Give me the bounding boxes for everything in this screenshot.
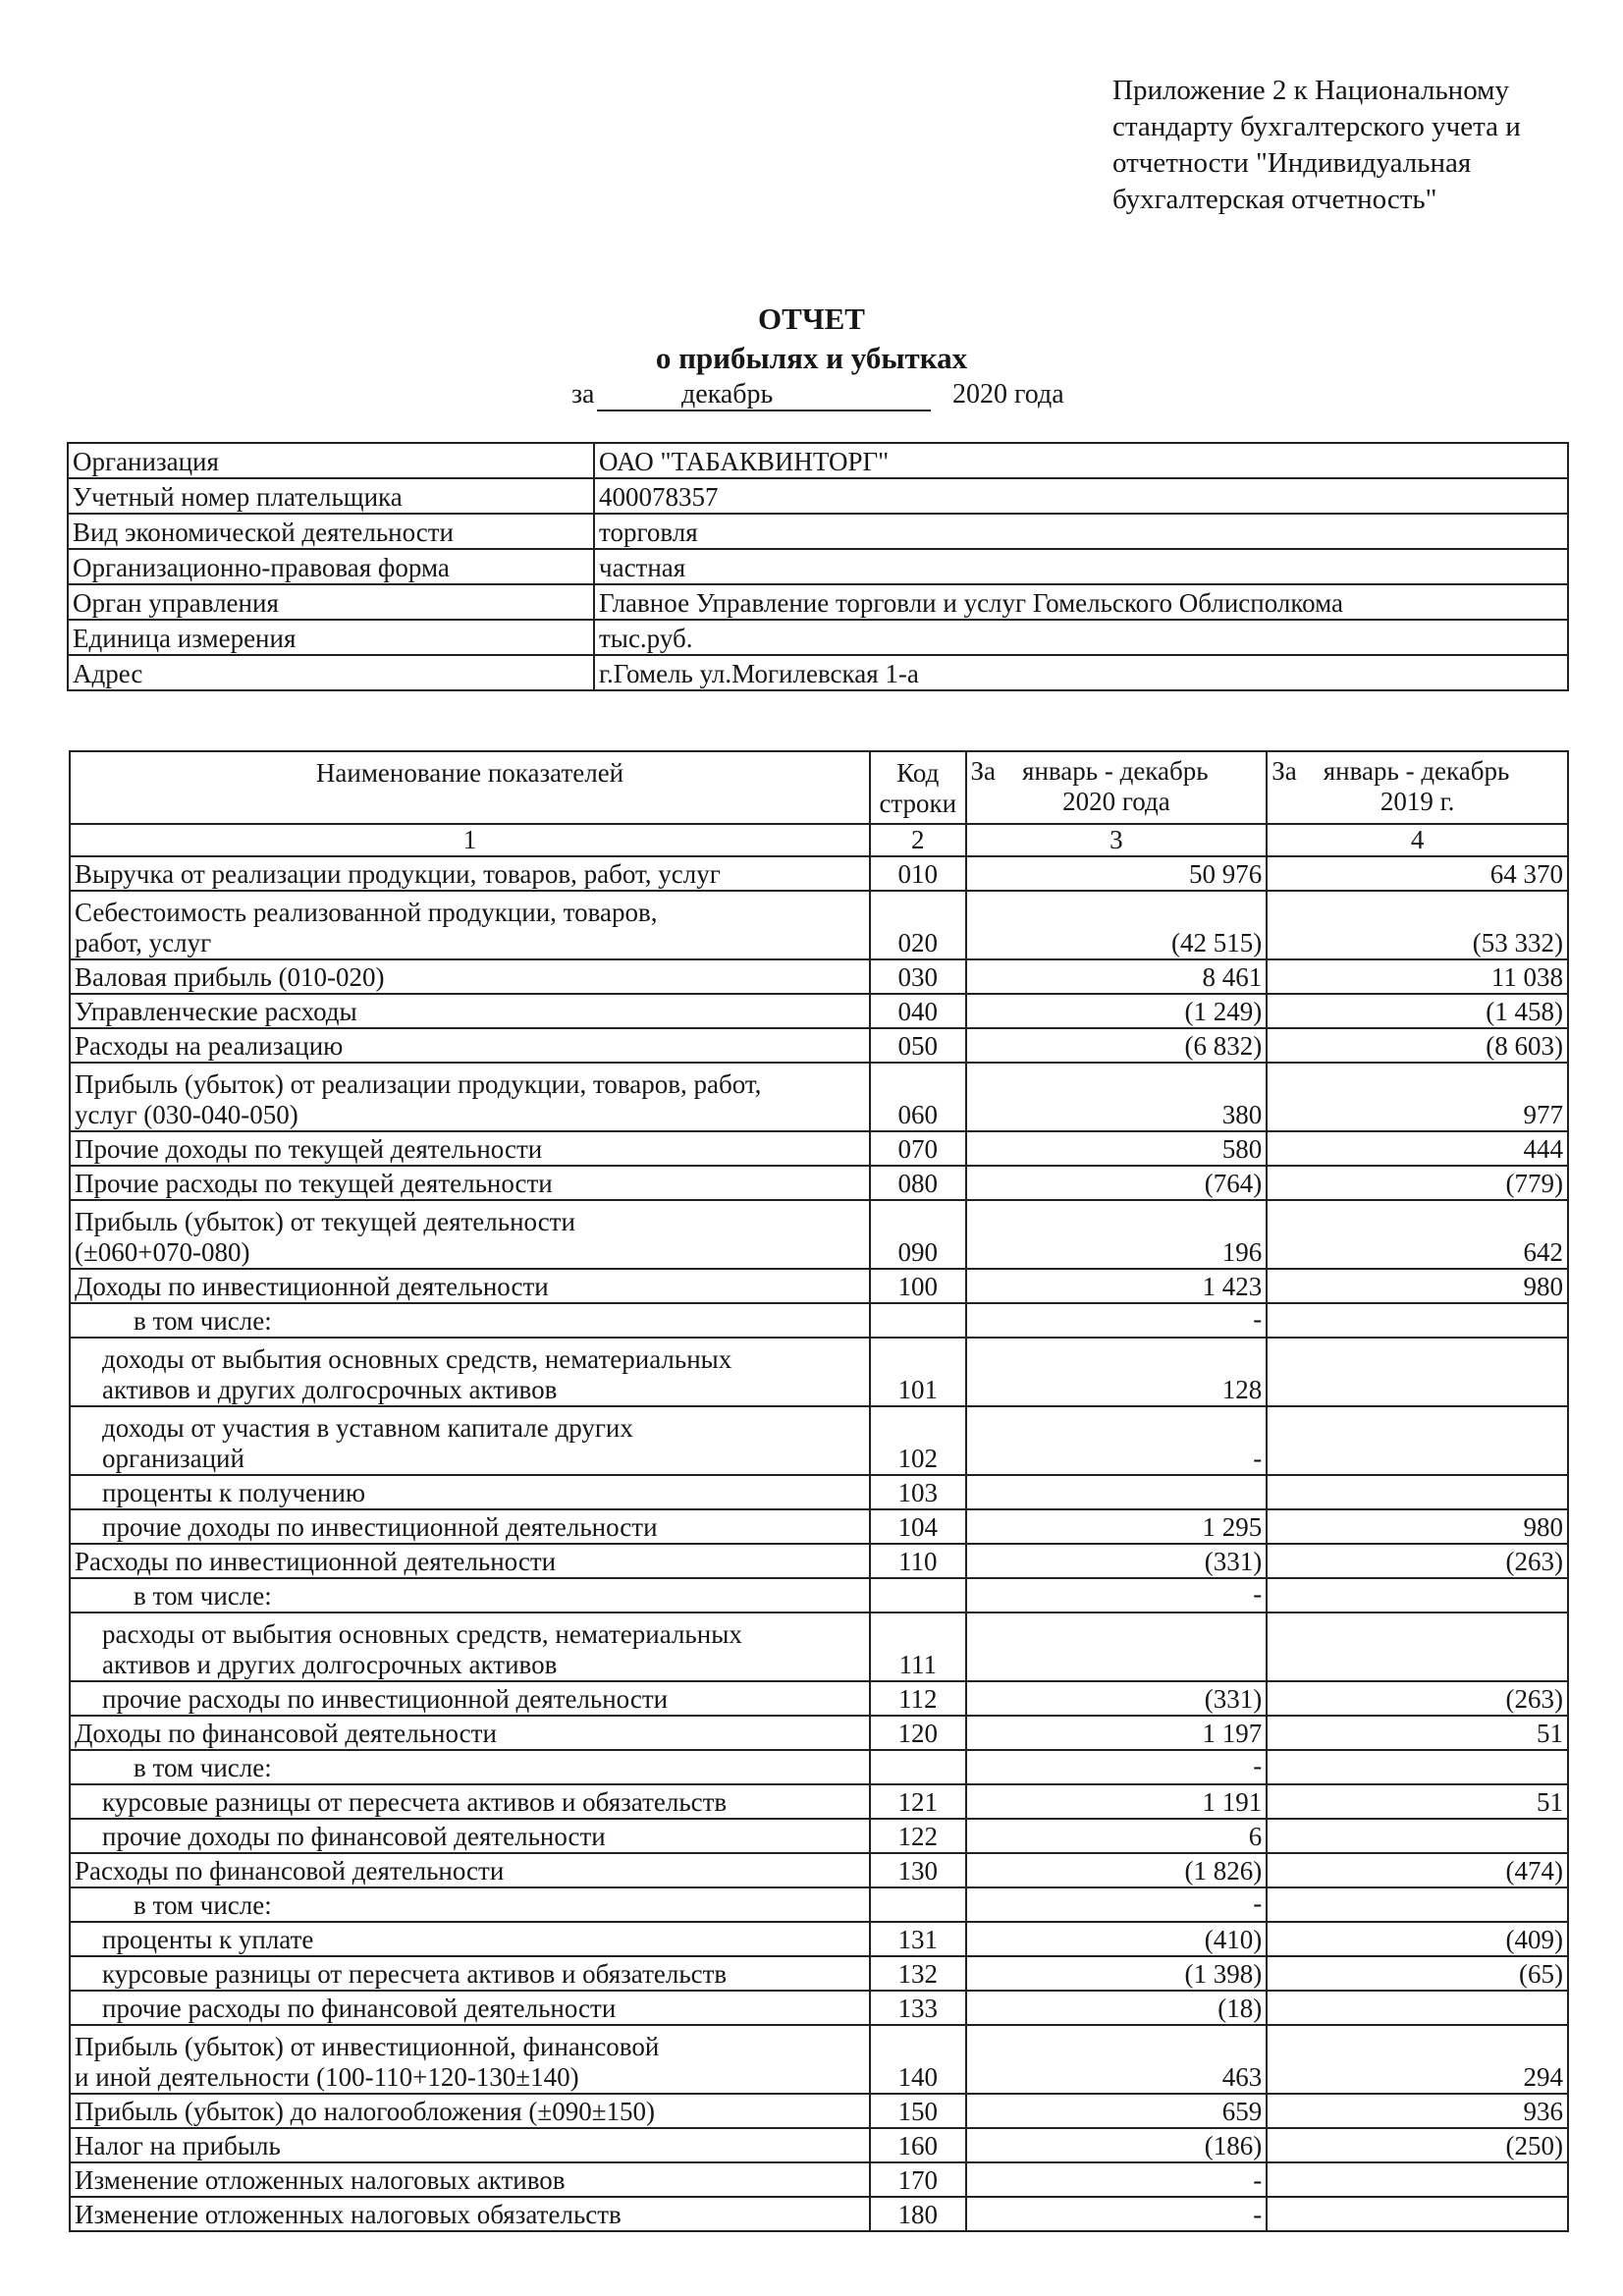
- row-value-current: (764): [966, 1166, 1268, 1200]
- table-row: [70, 994, 1568, 1028]
- row-name: в том числе:: [70, 1303, 870, 1338]
- row-value-previous: 11 038: [1267, 959, 1568, 994]
- row-name: доходы от выбытия основных средств, нематериальных активов и других долгосрочных активов: [70, 1338, 870, 1406]
- table-row: [70, 1716, 1568, 1750]
- info-row: [68, 584, 1568, 620]
- table-row: [70, 959, 1568, 994]
- row-name: Прочие расходы по текущей деятельности: [70, 1166, 870, 1200]
- info-row: [68, 620, 1568, 655]
- info-label: Учетный номер плательщика: [68, 478, 594, 514]
- row-value-previous: (53 332): [1267, 891, 1568, 959]
- row-value-previous: (263): [1267, 1681, 1568, 1716]
- row-value-current: (1 826): [966, 1853, 1268, 1887]
- table-row: [70, 1819, 1568, 1853]
- row-value-previous: 642: [1267, 1200, 1568, 1269]
- row-value-current: 463: [966, 2025, 1268, 2094]
- row-value-previous: (263): [1267, 1544, 1568, 1578]
- row-value-current: [966, 1475, 1268, 1509]
- table-row: [70, 1784, 1568, 1819]
- row-value-current: 1 191: [966, 1784, 1268, 1819]
- row-value-previous: (8 603): [1267, 1028, 1568, 1063]
- column-number: 1: [70, 824, 870, 856]
- row-name: в том числе:: [70, 1578, 870, 1613]
- row-code: 104: [870, 1509, 965, 1544]
- row-value-current: -: [966, 2197, 1268, 2231]
- row-name: Налог на прибыль: [70, 2128, 870, 2162]
- row-name: в том числе:: [70, 1750, 870, 1784]
- row-name: Прибыль (убыток) от инвестиционной, финансовой и иной деятельности (100-110+120-130±140): [70, 2025, 870, 2094]
- header-name: Наименование показателей: [70, 751, 870, 824]
- row-value-current: 580: [966, 1131, 1268, 1166]
- appendix-note: Приложение 2 к Национальному стандарту бухгалтерского учета и отчетности "Индивидуальная бухгалтерская отчетность": [1112, 75, 1521, 215]
- row-code: 060: [870, 1063, 965, 1131]
- row-code: 140: [870, 2025, 965, 2094]
- row-code: 102: [870, 1406, 965, 1475]
- row-code: 130: [870, 1853, 965, 1887]
- organization-info-table: [67, 442, 1569, 691]
- table-row: [70, 1578, 1568, 1613]
- info-value: тыс.руб.: [594, 620, 1568, 655]
- row-code: 110: [870, 1544, 965, 1578]
- row-value-current: 196: [966, 1200, 1268, 1269]
- row-value-previous: [1267, 1338, 1568, 1406]
- table-row: [70, 1303, 1568, 1338]
- period-month: декабрь: [597, 379, 931, 411]
- row-name: Валовая прибыль (010-020): [70, 959, 870, 994]
- table-row: [70, 1887, 1568, 1922]
- row-code: 131: [870, 1922, 965, 1956]
- table-header-row: [70, 751, 1568, 824]
- report-subtitle: о прибылях и убытках: [655, 341, 968, 375]
- row-name: Расходы по финансовой деятельности: [70, 1853, 870, 1887]
- row-name: Прибыль (убыток) до налогообложения (±090±150): [70, 2094, 870, 2128]
- row-value-previous: 64 370: [1267, 856, 1568, 891]
- row-value-current: (331): [966, 1681, 1268, 1716]
- table-row: [70, 1853, 1568, 1887]
- row-value-current: 380: [966, 1063, 1268, 1131]
- row-value-current: (186): [966, 2128, 1268, 2162]
- table-row: [70, 1509, 1568, 1544]
- table-row: [70, 1269, 1568, 1303]
- row-code: 103: [870, 1475, 965, 1509]
- row-value-previous: (1 458): [1267, 994, 1568, 1028]
- row-name: прочие доходы по финансовой деятельности: [70, 1819, 870, 1853]
- row-code: 122: [870, 1819, 965, 1853]
- info-label: Орган управления: [68, 584, 594, 620]
- row-value-previous: (250): [1267, 2128, 1568, 2162]
- row-value-previous: [1267, 1750, 1568, 1784]
- table-row: [70, 1166, 1568, 1200]
- row-value-previous: 294: [1267, 2025, 1568, 2094]
- row-code: 160: [870, 2128, 965, 2162]
- row-value-current: -: [966, 1887, 1268, 1922]
- table-row: [70, 2025, 1568, 2094]
- row-code: 030: [870, 959, 965, 994]
- info-value: Главное Управление торговли и услуг Гомельского Облисполкома: [594, 584, 1568, 620]
- row-value-current: [966, 1613, 1268, 1681]
- row-code: 170: [870, 2162, 965, 2197]
- row-name: прочие расходы по финансовой деятельности: [70, 1991, 870, 2025]
- row-name: Прибыль (убыток) от текущей деятельности (±060+070-080): [70, 1200, 870, 1269]
- row-value-previous: 980: [1267, 1509, 1568, 1544]
- row-name: доходы от участия в уставном капитале других организаций: [70, 1406, 870, 1475]
- row-name: Себестоимость реализованной продукции, товаров, работ, услуг: [70, 891, 870, 959]
- row-value-previous: [1267, 1578, 1568, 1613]
- profit-loss-table: [69, 750, 1569, 2232]
- row-value-previous: 51: [1267, 1716, 1568, 1750]
- table-row: [70, 1750, 1568, 1784]
- info-row: [68, 549, 1568, 584]
- row-value-current: 1 295: [966, 1509, 1268, 1544]
- row-value-previous: [1267, 1887, 1568, 1922]
- report-title: ОТЧЕТ: [758, 301, 865, 336]
- row-value-current: 1 423: [966, 1269, 1268, 1303]
- row-value-current: -: [966, 1750, 1268, 1784]
- period-prefix: за: [571, 379, 595, 410]
- info-value: 400078357: [594, 478, 1568, 514]
- row-name: Изменение отложенных налоговых обязательств: [70, 2197, 870, 2231]
- header-previous-year: 2019 г.: [1380, 787, 1455, 816]
- row-name: Прибыль (убыток) от реализации продукции, товаров, работ, услуг (030-040-050): [70, 1063, 870, 1131]
- table-row: [70, 2197, 1568, 2231]
- row-value-current: 128: [966, 1338, 1268, 1406]
- row-name: курсовые разницы от пересчета активов и обязательств: [70, 1956, 870, 1991]
- row-name: проценты к получению: [70, 1475, 870, 1509]
- table-row: [70, 1028, 1568, 1063]
- row-value-current: -: [966, 1406, 1268, 1475]
- row-value-current: 1 197: [966, 1716, 1268, 1750]
- row-value-current: (42 515): [966, 891, 1268, 959]
- row-name: Доходы по финансовой деятельности: [70, 1716, 870, 1750]
- table-row: [70, 856, 1568, 891]
- info-row: [68, 478, 1568, 514]
- row-code: 090: [870, 1200, 965, 1269]
- row-value-current: (331): [966, 1544, 1268, 1578]
- row-value-previous: [1267, 1819, 1568, 1853]
- row-name: прочие доходы по инвестиционной деятельности: [70, 1509, 870, 1544]
- header-current-year: 2020 года: [1062, 787, 1170, 816]
- row-name: курсовые разницы от пересчета активов и обязательств: [70, 1784, 870, 1819]
- header-code: Код строки: [870, 751, 965, 824]
- row-name: расходы от выбытия основных средств, нематериальных активов и других долгосрочных активов: [70, 1613, 870, 1681]
- table-row: [70, 1991, 1568, 2025]
- info-label: Организационно-правовая форма: [68, 549, 594, 584]
- row-code: 040: [870, 994, 965, 1028]
- row-value-current: (1 398): [966, 1956, 1268, 1991]
- table-row: [70, 2094, 1568, 2128]
- table-row: [70, 1200, 1568, 1269]
- info-label: Адрес: [68, 655, 594, 690]
- row-value-current: 659: [966, 2094, 1268, 2128]
- row-code: 112: [870, 1681, 965, 1716]
- period-year: 2020 года: [952, 379, 1064, 410]
- row-code: [870, 1750, 965, 1784]
- row-value-previous: 936: [1267, 2094, 1568, 2128]
- column-number: 2: [870, 824, 965, 856]
- row-code: 100: [870, 1269, 965, 1303]
- row-name: Прочие доходы по текущей деятельности: [70, 1131, 870, 1166]
- row-code: [870, 1303, 965, 1338]
- row-code: [870, 1578, 965, 1613]
- row-value-current: -: [966, 2162, 1268, 2197]
- row-value-previous: [1267, 1406, 1568, 1475]
- info-value: г.Гомель ул.Могилевская 1-а: [594, 655, 1568, 690]
- table-row: [70, 1131, 1568, 1166]
- info-row: [68, 514, 1568, 549]
- row-name: Управленческие расходы: [70, 994, 870, 1028]
- row-name: проценты к уплате: [70, 1922, 870, 1956]
- row-value-previous: (65): [1267, 1956, 1568, 1991]
- column-number: 3: [966, 824, 1268, 856]
- row-value-current: 6: [966, 1819, 1268, 1853]
- column-number: 4: [1267, 824, 1568, 856]
- row-value-previous: [1267, 1475, 1568, 1509]
- row-value-previous: 51: [1267, 1784, 1568, 1819]
- row-code: 111: [870, 1613, 965, 1681]
- table-row: [70, 891, 1568, 959]
- row-value-previous: 444: [1267, 1131, 1568, 1166]
- row-value-previous: [1267, 2162, 1568, 2197]
- info-value: частная: [594, 549, 1568, 584]
- row-value-previous: 980: [1267, 1269, 1568, 1303]
- info-label: Вид экономической деятельности: [68, 514, 594, 549]
- table-row: [70, 2162, 1568, 2197]
- row-code: 050: [870, 1028, 965, 1063]
- row-code: 133: [870, 1991, 965, 2025]
- row-code: 010: [870, 856, 965, 891]
- row-value-previous: [1267, 2197, 1568, 2231]
- row-code: 180: [870, 2197, 965, 2231]
- table-row: [70, 1338, 1568, 1406]
- row-name: Расходы на реализацию: [70, 1028, 870, 1063]
- table-row: [70, 1956, 1568, 1991]
- table-row: [70, 1681, 1568, 1716]
- table-row: [70, 1063, 1568, 1131]
- info-value: ОАО "ТАБАКВИНТОРГ": [594, 443, 1568, 478]
- table-row: [70, 1922, 1568, 1956]
- column-number-row: [70, 824, 1568, 856]
- row-value-previous: (779): [1267, 1166, 1568, 1200]
- row-value-previous: [1267, 1303, 1568, 1338]
- row-value-previous: [1267, 1613, 1568, 1681]
- table-row: [70, 1544, 1568, 1578]
- row-name: Расходы по инвестиционной деятельности: [70, 1544, 870, 1578]
- row-code: 080: [870, 1166, 965, 1200]
- info-label: Организация: [68, 443, 594, 478]
- row-code: 070: [870, 1131, 965, 1166]
- row-value-current: (18): [966, 1991, 1268, 2025]
- header-current-period: [966, 751, 1268, 824]
- row-value-current: (6 832): [966, 1028, 1268, 1063]
- row-value-current: (1 249): [966, 994, 1268, 1028]
- header-previous-period: [1267, 751, 1568, 824]
- row-name: в том числе:: [70, 1887, 870, 1922]
- table-row: [70, 1475, 1568, 1509]
- row-code: 120: [870, 1716, 965, 1750]
- row-code: 101: [870, 1338, 965, 1406]
- info-row: [68, 655, 1568, 690]
- row-name: прочие расходы по инвестиционной деятельности: [70, 1681, 870, 1716]
- info-label: Единица измерения: [68, 620, 594, 655]
- row-value-current: 50 976: [966, 856, 1268, 891]
- row-code: [870, 1887, 965, 1922]
- row-code: 020: [870, 891, 965, 959]
- header-previous-prefix: За январь - декабрь: [1271, 756, 1510, 786]
- row-value-previous: (409): [1267, 1922, 1568, 1956]
- table-row: [70, 1613, 1568, 1681]
- table-row: [70, 2128, 1568, 2162]
- row-value-previous: [1267, 1991, 1568, 2025]
- table-row: [70, 1406, 1568, 1475]
- header-current-prefix: За январь - декабрь: [970, 756, 1209, 786]
- row-value-previous: 977: [1267, 1063, 1568, 1131]
- row-code: 132: [870, 1956, 965, 1991]
- row-code: 150: [870, 2094, 965, 2128]
- row-code: 121: [870, 1784, 965, 1819]
- info-value: торговля: [594, 514, 1568, 549]
- row-value-previous: (474): [1267, 1853, 1568, 1887]
- row-name: Выручка от реализации продукции, товаров, работ, услуг: [70, 856, 870, 891]
- info-row: [68, 443, 1568, 478]
- row-value-current: -: [966, 1578, 1268, 1613]
- row-value-current: 8 461: [966, 959, 1268, 994]
- row-name: Доходы по инвестиционной деятельности: [70, 1269, 870, 1303]
- row-name: Изменение отложенных налоговых активов: [70, 2162, 870, 2197]
- row-value-current: (410): [966, 1922, 1268, 1956]
- row-value-current: -: [966, 1303, 1268, 1338]
